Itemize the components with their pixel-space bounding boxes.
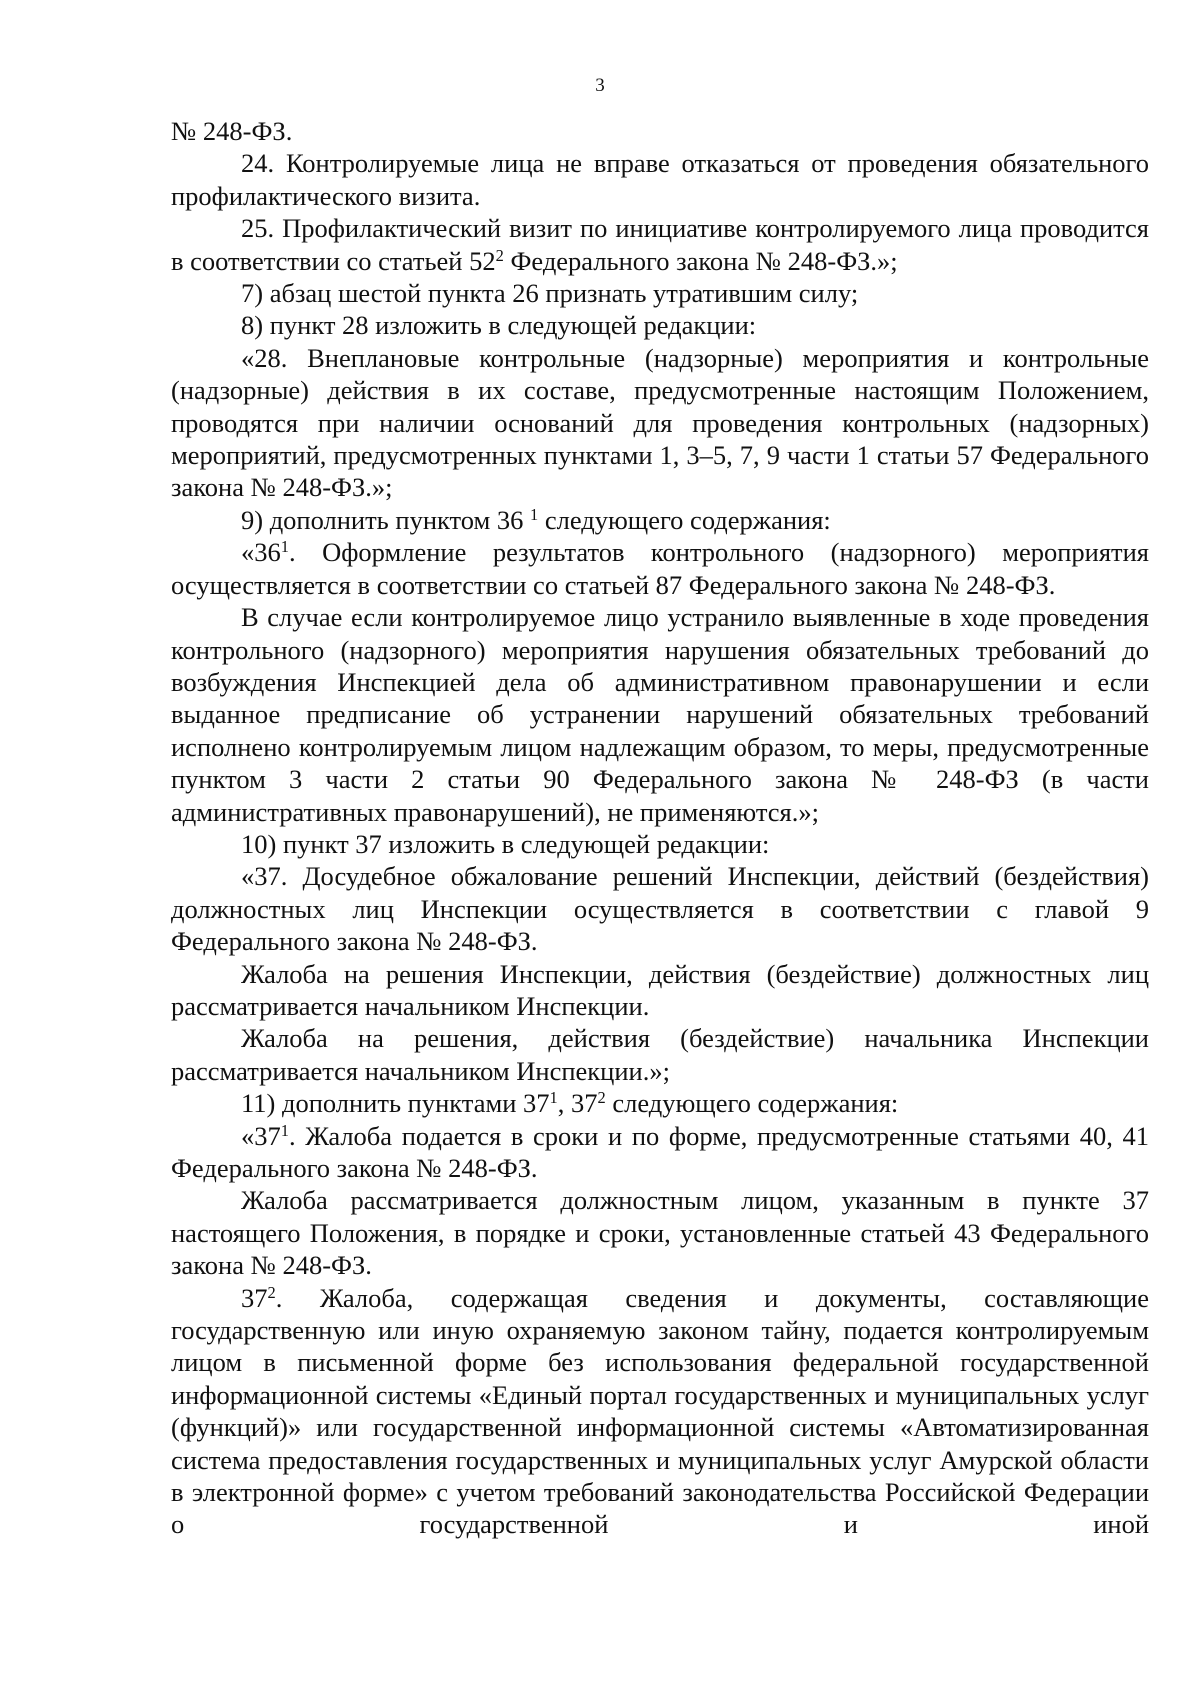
paragraph (171, 1022, 1149, 1087)
paragraph-text: «36 (241, 537, 281, 568)
paragraph-text: . Жалоба подается в сроки и по форме, предусмотренные статьями 40, 41 Федерального закона № 248-ФЗ. (171, 1120, 1149, 1183)
paragraph (171, 860, 1149, 957)
paragraph-text: № 248-ФЗ. (171, 116, 293, 146)
paragraph-text: Федерального закона № 248-ФЗ.»; (503, 245, 898, 276)
paragraph (171, 601, 1149, 828)
page-number: 3 (595, 75, 605, 96)
paragraph (171, 309, 1149, 341)
paragraph-text: «37 (241, 1120, 281, 1151)
paragraph (171, 1087, 1149, 1119)
paragraph-text: 10) пункт 37 изложить в следующей редакции: (241, 828, 770, 859)
paragraph-text: 24. Контролируемые лица не вправе отказаться от проведения обязательного профилактического визита. (171, 148, 1149, 211)
paragraph-text: 9) дополнить пунктом 36 (241, 504, 531, 535)
superscript: 1 (280, 1120, 289, 1140)
paragraph (171, 277, 1149, 309)
superscript: 2 (495, 245, 504, 265)
paragraph (171, 147, 1149, 212)
paragraph (171, 212, 1149, 277)
paragraph (171, 1120, 1149, 1185)
superscript: 2 (597, 1088, 606, 1108)
paragraph-text: Жалоба рассматривается должностным лицом, указанным в пункте 37 настоящего Положения, в порядке и сроки, установленные статьей 43 Федерального закона № 248-ФЗ. (171, 1185, 1149, 1281)
paragraph (171, 115, 1149, 147)
paragraph-text: 11) дополнить пунктами 37 (241, 1088, 550, 1119)
paragraph (171, 958, 1149, 1023)
paragraph-text: «37. Досудебное обжалование решений Инспекции, действий (бездействия) должностных лиц Инспекции осуществляется в соответствии с главой 9 Федерального закона № 248-ФЗ. (171, 861, 1149, 957)
paragraph-text: . Жалоба, содержащая сведения и документы, составляющие государственную или иную охраняемую законом тайну, подается контролируемым лицом в письменной форме без использования федеральной государственной информационной системы «Единый портал государственных и муниципальных услуг (функций)» или государственной информационной системы «Автоматизированная система предоставления государственных и муниципальных услуг Амурской области в электронной форме» с учетом требований законодательства Российской Федерации о государственной и иной (171, 1282, 1149, 1540)
superscript: 1 (280, 537, 289, 557)
superscript: 1 (549, 1088, 558, 1108)
paragraph (171, 1282, 1149, 1541)
paragraph-text: Жалоба на решения, действия (бездействие) начальника Инспекции рассматривается начальником Инспекции.»; (171, 1023, 1149, 1086)
paragraph-text: следующего содержания: (538, 504, 831, 535)
paragraph (171, 1184, 1149, 1281)
paragraph (171, 828, 1149, 860)
paragraph-text: 37 (241, 1282, 268, 1313)
paragraph-text: В случае если контролируемое лицо устранило выявленные в ходе проведения контрольного (надзорного) мероприятия нарушения обязательных требований до возбуждения Инспекцией дела об административном правонарушении и если выданное предписание об устранении нарушений обязательных требований исполнено контролируемым лицом надлежащим образом, то меры, предусмотренные пунктом 3 части 2 статьи 90 Федерального закона № 248-ФЗ (в части административных правонарушений), не применяются.»; (171, 602, 1149, 827)
paragraph-text: 7) абзац шестой пункта 26 признать утратившим силу; (241, 278, 859, 309)
paragraph-text: «28. Внеплановые контрольные (надзорные) мероприятия и контрольные (надзорные) действия в их составе, предусмотренные настоящим Положением, проводятся при наличии оснований для проведения контрольных (надзорных) мероприятий, предусмотренных пунктами 1, 3–5, 7, 9 части 1 статьи 57 Федерального закона № 248-ФЗ.»; (171, 342, 1149, 503)
superscript: 1 (530, 504, 539, 524)
paragraph (171, 342, 1149, 504)
paragraph-text: . Оформление результатов контрольного (надзорного) мероприятия осуществляется в соответствии со статьей 87 Федерального закона № 248-ФЗ. (171, 537, 1149, 600)
paragraph-text: Жалоба на решения Инспекции, действия (бездействие) должностных лиц рассматривается начальником Инспекции. (171, 958, 1149, 1021)
paragraph (171, 536, 1149, 601)
paragraph-text: следующего содержания: (605, 1088, 899, 1119)
document-body (171, 115, 1149, 1541)
paragraph-text: , 37 (557, 1088, 598, 1119)
paragraph (171, 504, 1149, 536)
superscript: 2 (267, 1282, 276, 1302)
paragraph-text: 25. Профилактический визит по инициативе контролируемого лица проводится в соответствии со статьей 52 (171, 213, 1149, 276)
paragraph-text: 8) пункт 28 изложить в следующей редакции: (241, 310, 757, 341)
